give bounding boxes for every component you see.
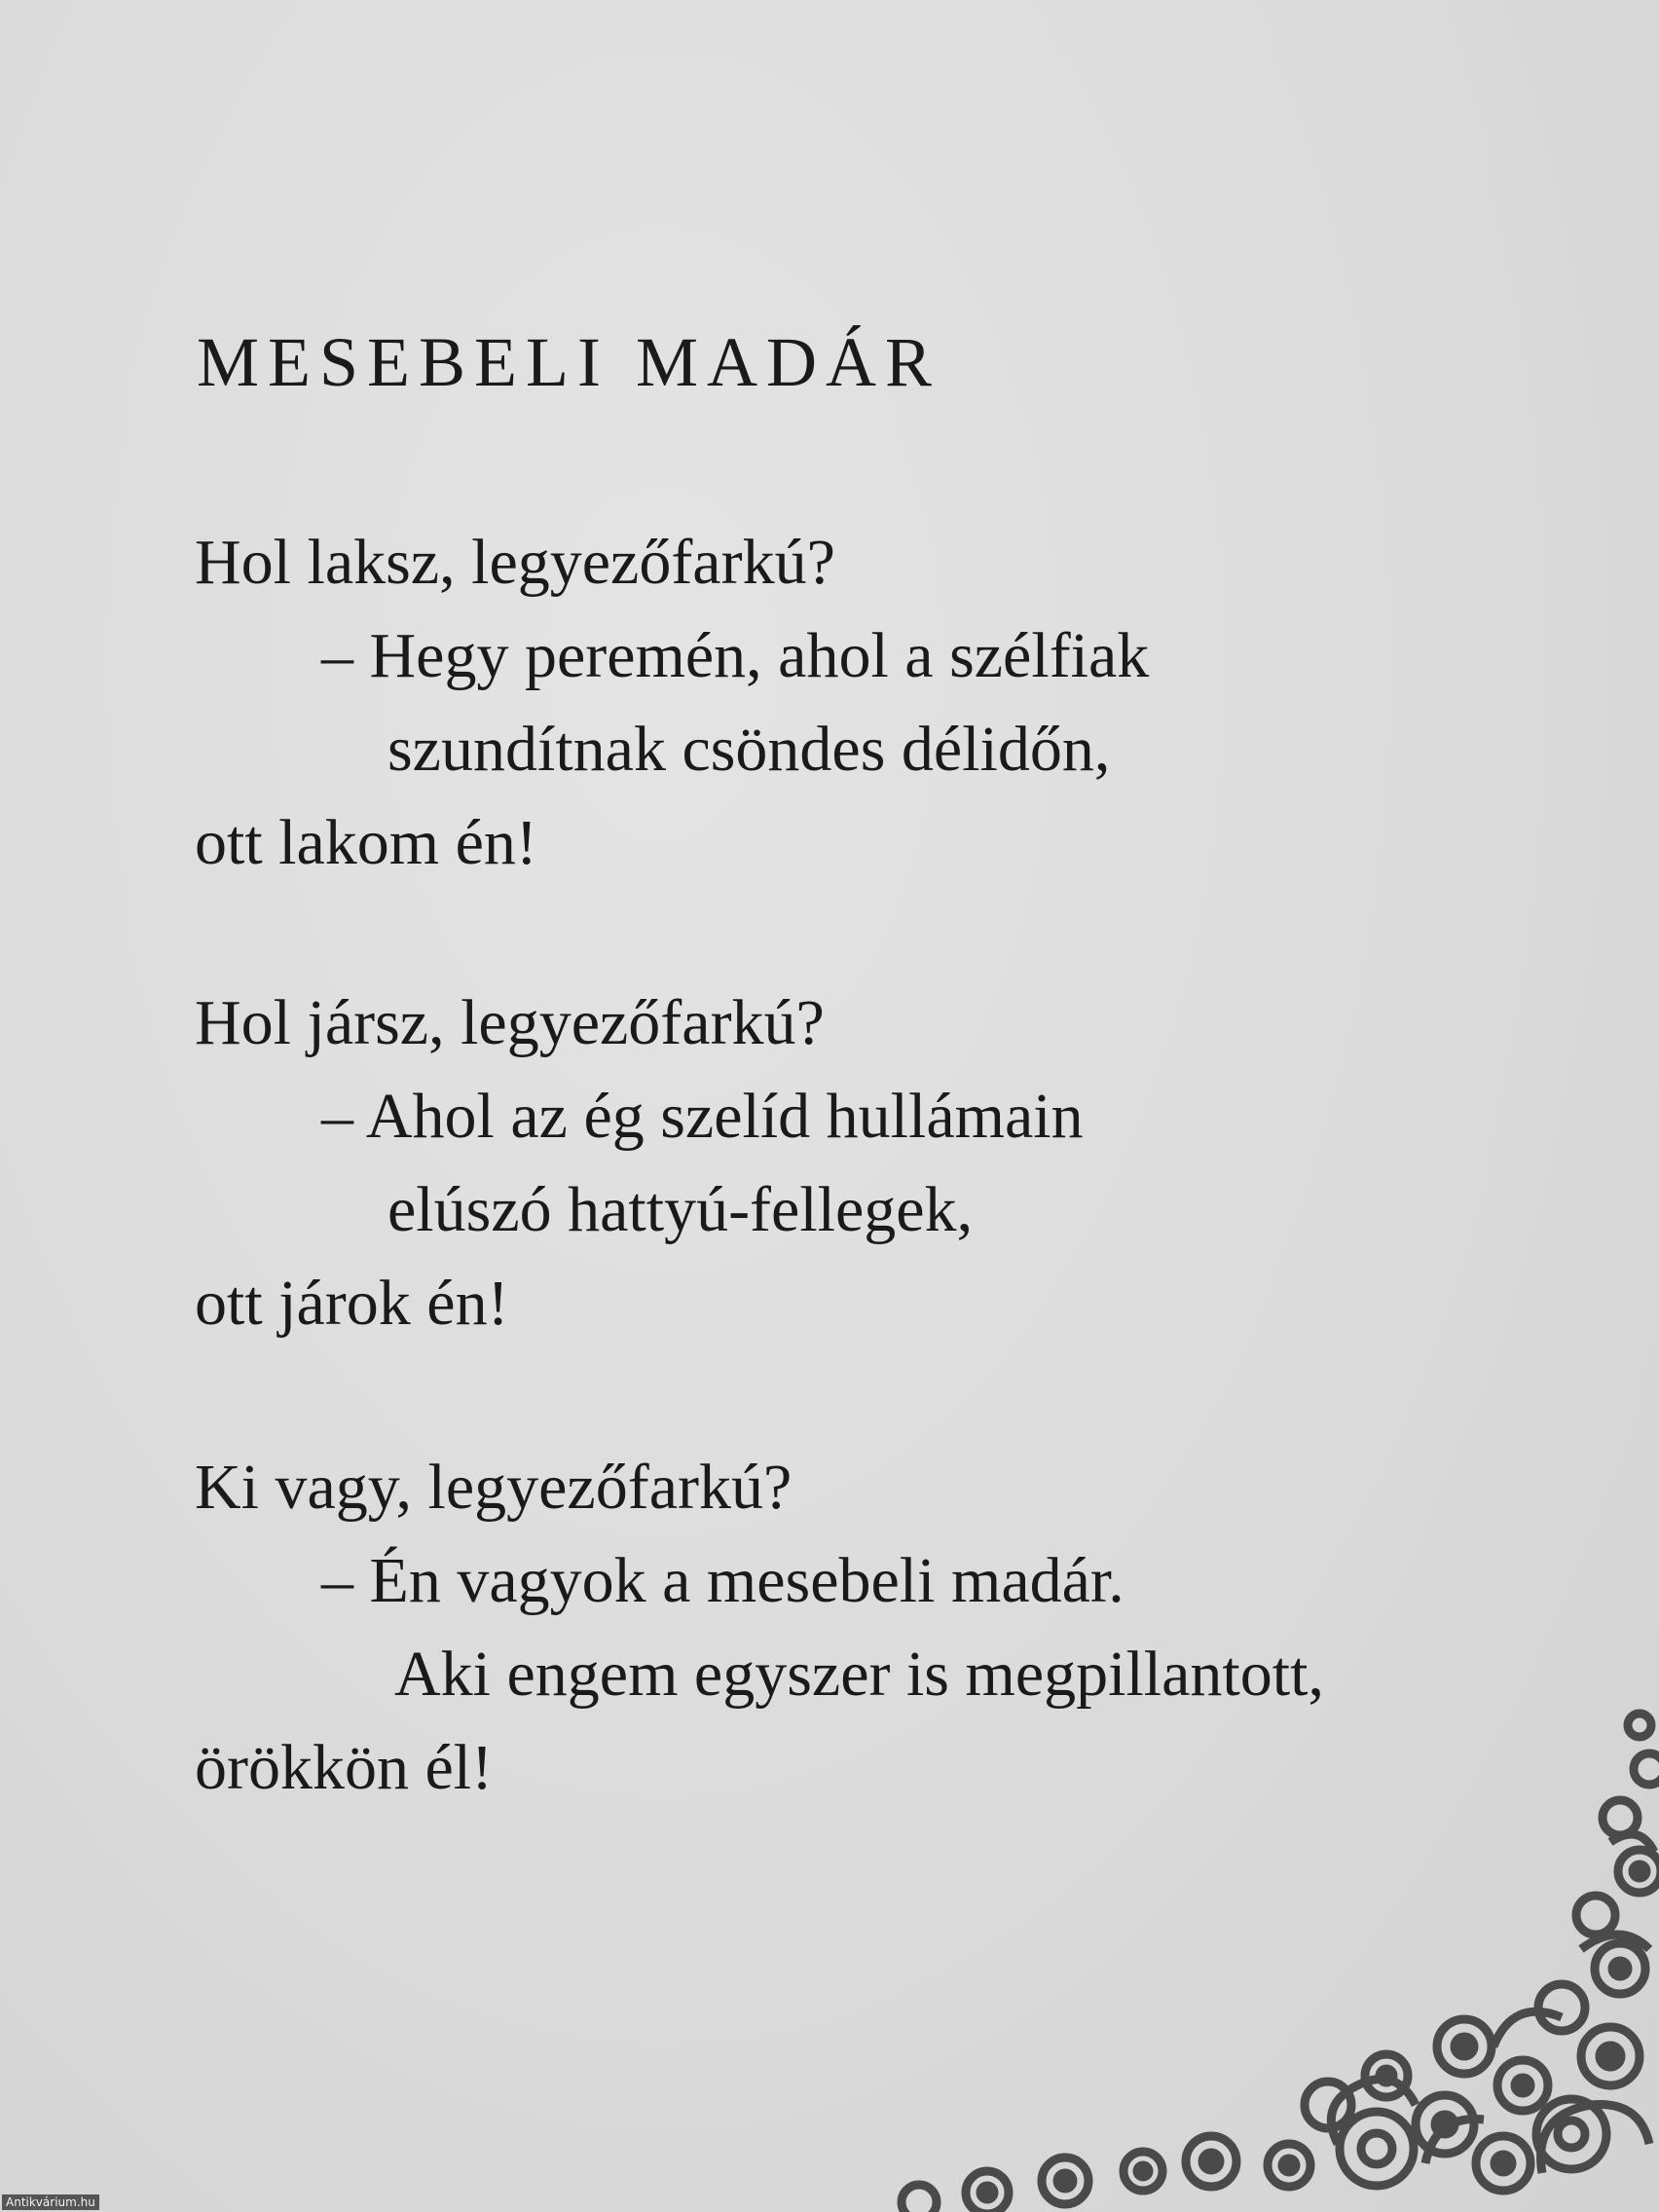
stanza-2 xyxy=(195,977,1558,1350)
poem-title: MESEBELI MADÁR xyxy=(197,323,941,401)
stanza-1 xyxy=(195,516,1558,890)
stanza-2-line-2: – Ahol az ég szelíd hullámain xyxy=(321,1081,1084,1152)
stanza-1-line-4: ott lakom én! xyxy=(195,807,537,878)
floral-ornament-icon xyxy=(783,1706,1659,2212)
stanza-2-line-1: Hol jársz, legyezőfarkú? xyxy=(195,987,825,1058)
stanza-1-line-1: Hol laksz, legyezőfarkú? xyxy=(195,527,835,598)
stanza-3-line-3: Aki engem egyszer is megpillantott, xyxy=(394,1639,1324,1710)
stanza-3-line-4: örökkön él! xyxy=(195,1732,494,1803)
stanza-1-line-2: – Hegy peremén, ahol a szélfiak xyxy=(321,620,1150,691)
watermark: Antikvárium.hu xyxy=(2,2194,99,2210)
stanza-2-line-3: elúszó hattyú-fellegek, xyxy=(387,1174,974,1245)
stanza-1-line-3: szundítnak csöndes délidőn, xyxy=(387,714,1111,785)
stanza-2-line-4: ott járok én! xyxy=(195,1268,509,1339)
stanza-3-line-1: Ki vagy, legyezőfarkú? xyxy=(195,1452,793,1523)
stanza-3-line-2: – Én vagyok a mesebeli madár. xyxy=(321,1545,1124,1616)
